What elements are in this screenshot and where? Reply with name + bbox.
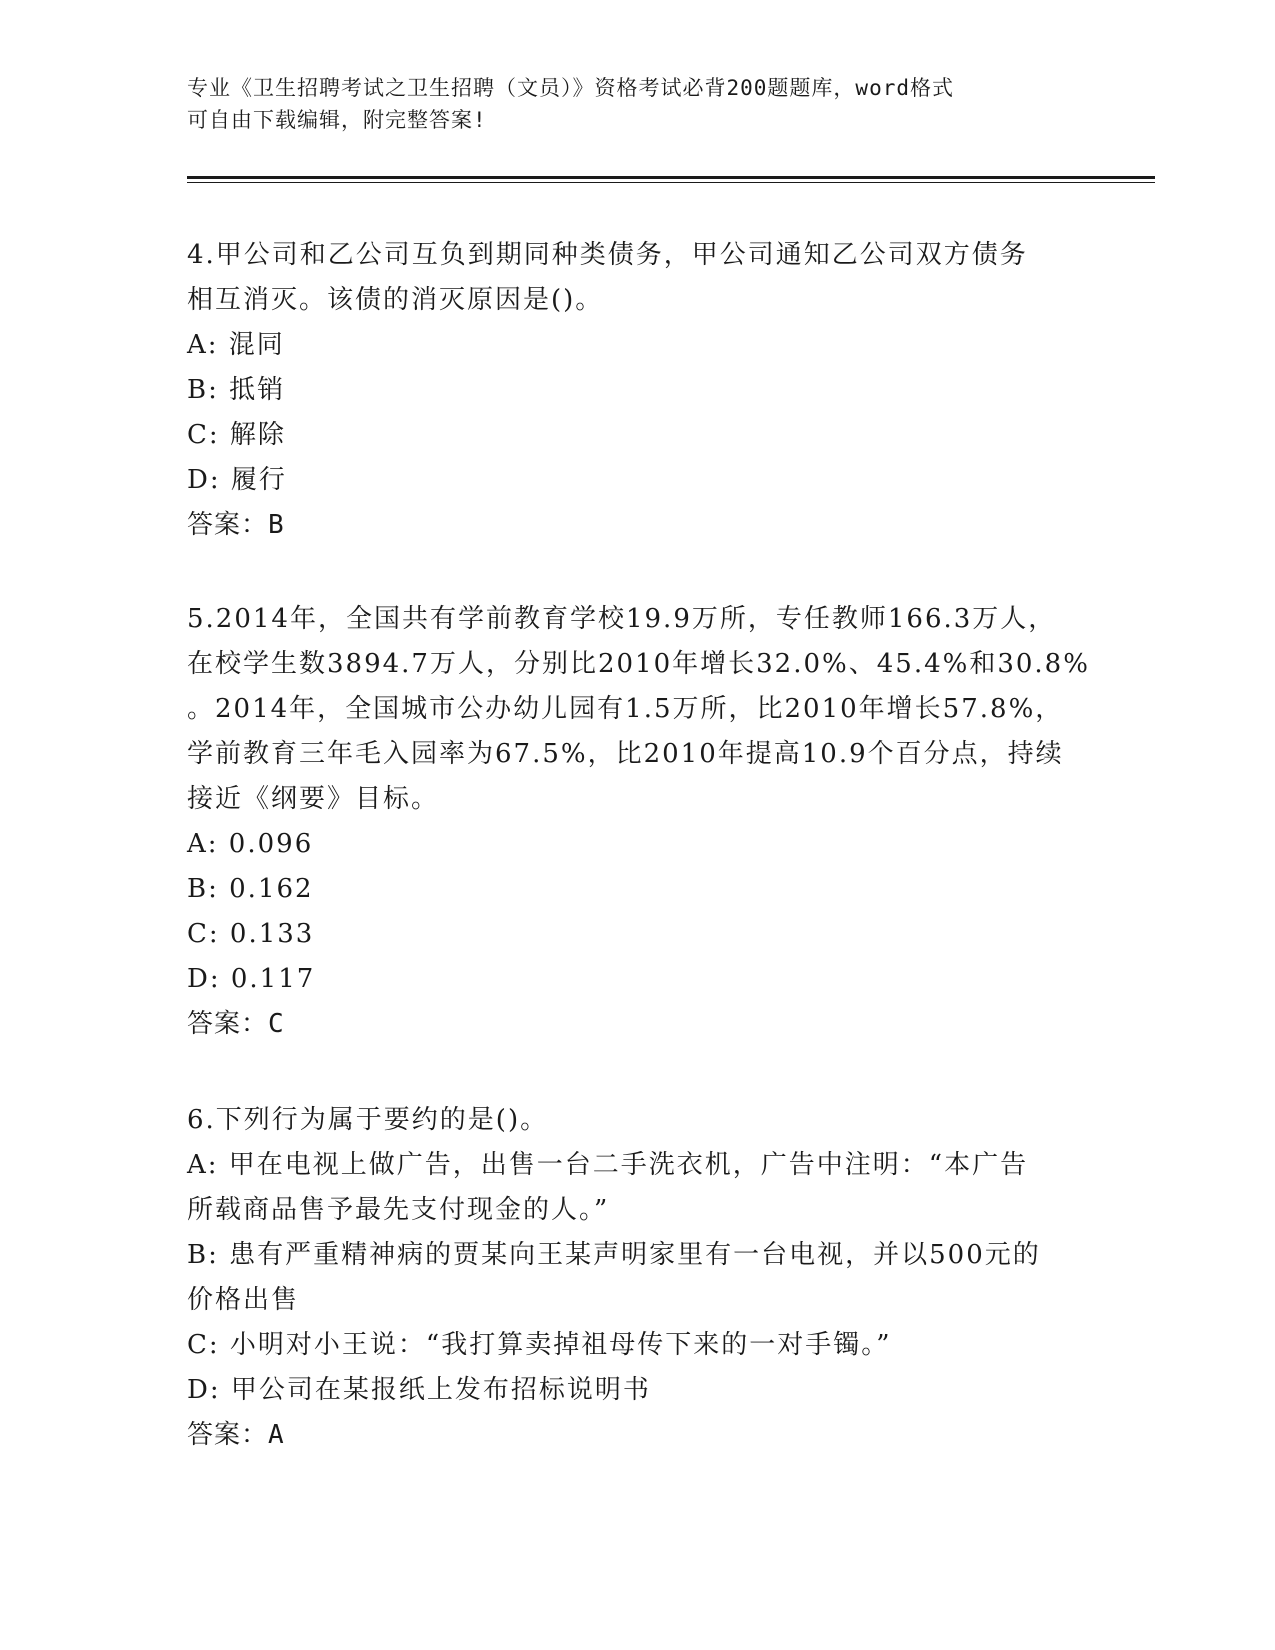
question-stem-line: 6.下列行为属于要约的是()。 <box>187 1105 549 1135</box>
question-stem-line: 在校学生数3894.7万人，分别比2010年增长32.0%、45.4%和30.8% <box>187 649 1090 679</box>
option-a: A: 0.096 <box>187 829 314 859</box>
option-d: D: 甲公司在某报纸上发布招标说明书 <box>187 1375 651 1405</box>
answer-line: 答案：C <box>187 1009 285 1039</box>
option-c: C: 小明对小王说：“我打算卖掉祖母传下来的一对手镯。” <box>187 1330 892 1360</box>
question-stem-line: 5.2014年，全国共有学前教育学校19.9万所，专任教师166.3万人， <box>187 604 1057 634</box>
header-divider-thick <box>187 176 1155 179</box>
header-line-1: 专业《卫生招聘考试之卫生招聘（文员）》资格考试必背200题题库，word格式 <box>187 76 954 100</box>
question-stem-line: 相互消灭。该债的消灭原因是()。 <box>187 285 604 315</box>
option-c: C: 0.133 <box>187 919 315 949</box>
document-header <box>187 72 1067 136</box>
option-b: B: 抵销 <box>187 375 286 405</box>
option-c: C: 解除 <box>187 420 286 450</box>
header-divider-thin <box>187 182 1155 183</box>
option-b: B: 0.162 <box>187 874 314 904</box>
option-d: D: 0.117 <box>187 964 316 994</box>
question-stem-line: 4.甲公司和乙公司互负到期同种类债务，甲公司通知乙公司双方债务 <box>187 240 1028 270</box>
answer-line: 答案：B <box>187 510 285 540</box>
option-b-continuation: 价格出售 <box>187 1285 300 1315</box>
option-a-continuation: 所载商品售予最先支付现金的人。” <box>187 1195 610 1225</box>
option-d: D: 履行 <box>187 465 287 495</box>
option-b: B: 患有严重精神病的贾某向王某声明家里有一台电视，并以500元的 <box>187 1240 1041 1270</box>
question-stem-line: 接近《纲要》目标。 <box>187 784 440 814</box>
question-6 <box>187 1098 1087 1458</box>
option-a: A: 混同 <box>187 330 285 360</box>
question-stem-line: 学前教育三年毛入园率为67.5%，比2010年提高10.9个百分点，持续 <box>187 739 1064 769</box>
answer-line: 答案：A <box>187 1420 285 1450</box>
question-stem-line: 。2014年，全国城市公办幼儿园有1.5万所，比2010年增长57.8%， <box>187 694 1064 724</box>
question-5 <box>187 597 1090 1047</box>
question-4 <box>187 233 1087 548</box>
option-a: A: 甲在电视上做广告，出售一台二手洗衣机，广告中注明：“本广告 <box>187 1150 1029 1180</box>
header-line-2: 可自由下载编辑，附完整答案! <box>187 108 487 132</box>
